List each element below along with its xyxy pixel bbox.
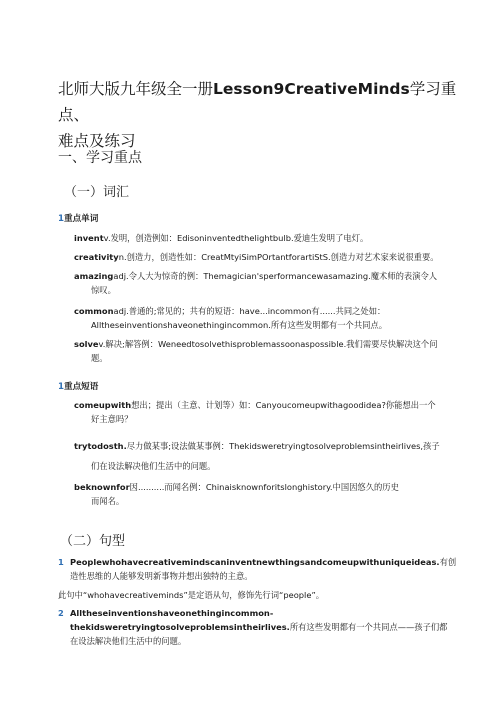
word-text: v.解决;解答例：Weneedtosolvethisproblemassoonaspossible.我们需要尽快解决这个问 <box>98 339 438 349</box>
sentence-item <box>58 606 458 648</box>
sentence-text-cont: 造性思维的人能够发明新事物并想出独特的主意。 <box>70 571 253 581</box>
sentence-item <box>58 555 458 583</box>
word-entry <box>74 231 454 245</box>
document-title <box>58 76 458 154</box>
word-text: v.发明，创造例如：Edisoninventedthelightbulb.爱迪生发明了电灯。 <box>103 233 369 243</box>
word-text-cont: Alltheseinventionshaveonethingincommon.所有这些发明都有一个共同点。 <box>91 320 388 330</box>
word-term: creativity <box>74 252 119 262</box>
sentence-english: Alltheseinventionshaveonethingincommon- <box>70 608 274 618</box>
phrase-text-cont: 而闻名。 <box>91 496 125 506</box>
sentence-number: 1 <box>58 557 64 567</box>
word-text-cont: 题。 <box>91 353 108 363</box>
sentence-number: 2 <box>58 608 64 618</box>
word-term: common <box>74 306 114 316</box>
word-entry <box>74 269 454 297</box>
phrase-entry <box>74 398 454 426</box>
word-term: amazing <box>74 271 114 281</box>
phrase-term: comeupwith <box>74 400 132 410</box>
title-part-3: 学习重点、 <box>58 80 457 124</box>
word-term: invent <box>74 233 104 243</box>
phrase-text-cont: 们在设法解决他们生活中的问题。 <box>91 461 216 471</box>
phrases-heading-number: 1 <box>58 382 64 392</box>
word-entry <box>74 337 454 365</box>
phrase-text: 想出；提出（主意、计划等）如：Canyoucomeupwithagoodidea?你能想出一个 <box>131 400 436 410</box>
subsection-heading-vocab: （一）词汇 <box>64 185 130 200</box>
title-part-2: Lesson9CreativeMinds <box>213 80 410 98</box>
phrase-term: beknownfor <box>74 482 130 492</box>
word-entry <box>74 250 454 264</box>
phrase-entry <box>74 436 454 476</box>
phrase-entry <box>74 480 454 508</box>
word-term: solve <box>74 339 99 349</box>
phrase-text: 因..........而闻名例：Chinaisknownforitslonghistory.中国因悠久的历史 <box>129 482 399 492</box>
word-text: adj.普通的;常见的；共有的短语：have...incommon有......共同之处如： <box>113 306 386 316</box>
phrases-heading <box>58 380 98 392</box>
sentence-english-cont: thekidsweretryingtosolveproblemsintheirlives. <box>70 622 290 632</box>
word-text: n.创造力，创造性如：CreatMtyiSimPOrtantforartiStS.创造力对艺术家来说很重要。 <box>118 252 439 262</box>
words-heading-number: 1 <box>58 214 64 224</box>
title-part-1: 北师大版九年级全一册 <box>58 80 214 98</box>
section-heading-1: 一、学习重点 <box>58 150 142 166</box>
words-heading <box>58 212 98 224</box>
phrase-text-cont: 好主意吗？ <box>91 414 133 424</box>
grammar-note: 此句中“whohavecreativeminds”是定语从句，修饰先行词“people”。 <box>58 590 325 600</box>
sentence-text: 有创 <box>439 557 457 567</box>
phrase-term: trytodosth. <box>74 441 127 451</box>
word-text-cont: 惊叹。 <box>91 285 116 295</box>
phrases-heading-label: 重点短语 <box>63 382 99 392</box>
title-line-2: 难点及练习 <box>58 132 136 150</box>
sentence-text-cont: 所有这些发明都有一个共同点——孩子们都 <box>289 622 448 632</box>
subsection-heading-sentences: （二）句型 <box>60 534 126 549</box>
words-heading-label: 重点单词 <box>63 214 99 224</box>
phrase-text: 尽力做某事;设法做某事例：Thekidsweretryingtosolveproblemsintheirlives,孩子 <box>126 441 440 451</box>
word-text: adj.令人大为惊奇的例：Themagician'sperformancewasamazing.魔术师的表演令人 <box>113 271 438 281</box>
word-entry <box>74 304 454 332</box>
sentence-english: Peoplewhohavecreativemindscaninventnewthingsandcomeupwithuniqueideas. <box>70 557 440 567</box>
sentence-text-cont-2: 在设法解决他们生活中的问题。 <box>70 636 187 646</box>
